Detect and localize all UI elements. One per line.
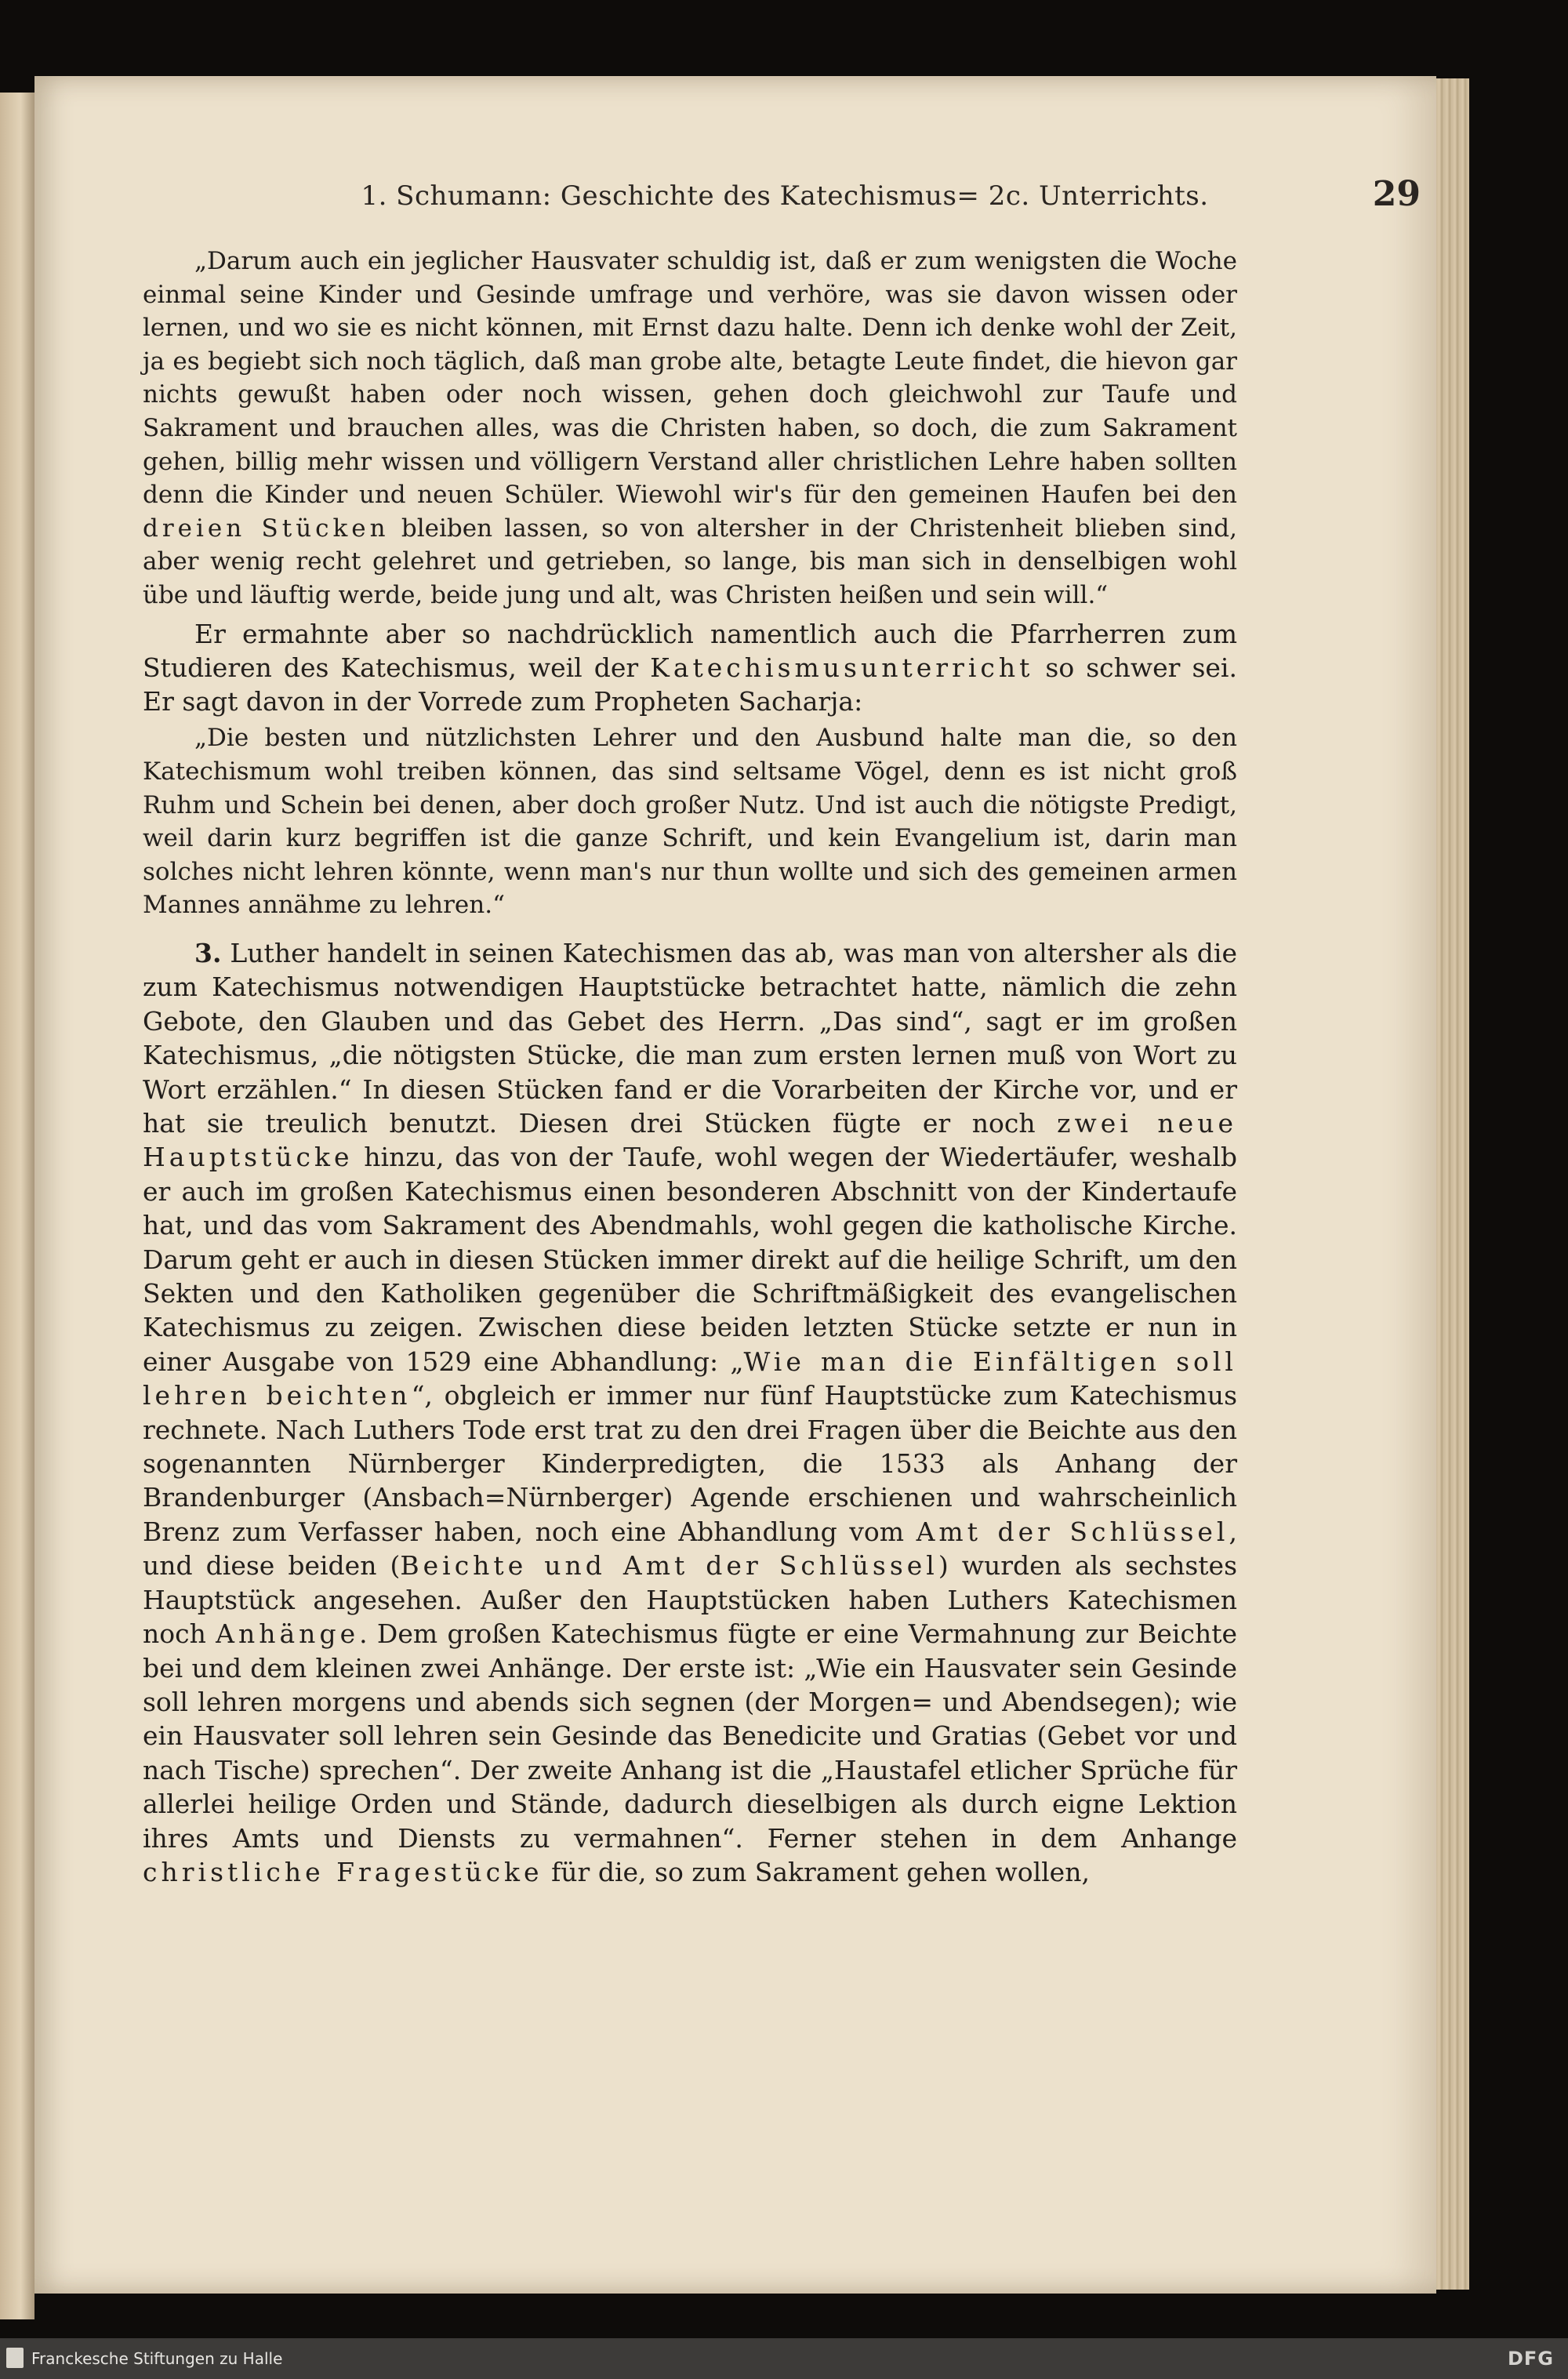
viewer-footer-bar: [0, 2338, 1568, 2379]
para3-text-e: ) wurden als sechstes Hauptstück angesehen. Außer den Hauptstücken haben Luthers Katechismen noch: [143, 1550, 1237, 1650]
para3-text-f: . Dem großen Katechismus fügte er eine Vermahnung zur Beichte bei und dem kleinen zwei Anhänge. Der erste ist: „Wie ein Hausvater sein Gesinde soll lehren morgens und abends sich segnen (der Morgen= und Abendsegen); wie ein Hausvater soll lehren sein Gesinde das Benedicite und Gratias (Gebet vor und nach Tische) sprechen“. Der zweite Anhang ist die „Haustafel etlicher Sprüche für allerlei heilige Orden und Stände, dadurch dieselbigen als durch eigne Lektion ihres Amts und Diensts zu vermahnen“. Ferner stehen in dem Anhange: [143, 1618, 1237, 1854]
spaced-emphasis: Anhänge: [216, 1618, 360, 1650]
para3-text-d: , und diese beiden (: [143, 1516, 1237, 1582]
para3-text-b: hinzu, das von der Taufe, wohl wegen der Wiedertäufer, weshalb er auch im großen Katechismus einen besonderen Abschnitt von der Kindertaufe hat, und das vom Sakrament des Abendmahls, wohl gegen die katholische Kirche. Darum geht er auch in diesen Stücken immer direkt auf die heilige Schrift, um den Sekten und den Katholiken gegenüber die Schriftmäßigkeit des evangelischen Katechismus zu zeigen. Zwischen diese beiden letzten Stücke setzte er nun in einer Ausgabe von 1529 eine Abhandlung: „: [143, 1142, 1237, 1377]
spaced-emphasis: Amt der Schlüssel: [916, 1516, 1229, 1547]
para2-text-b: so schwer sei. Er sagt davon in der Vorrede zum Propheten Sacharja:: [143, 652, 1237, 717]
paragraph-2: [143, 617, 1237, 719]
spaced-emphasis: dreien Stücken: [143, 514, 390, 543]
para3-text-a: Luther handelt in seinen Katechismen das ab, was man von altersher als die zum Katechismus notwendigen Hauptstücke betrachtet hatte, nämlich die zehn Gebote, den Glauben und das Gebet des Herrn. „Das sind“, sagt er im großen Katechismus, „die nötigsten Stücke, die man zum ersten lernen muß von Wort zu Wort erzählen.“ In diesen Stücken fand er die Vorarbeiten der Kirche vor, und er hat sie treulich benutzt. Diesen drei Stücken fügte er noch: [143, 937, 1237, 1139]
paragraph-3: [143, 936, 1237, 1889]
institution-logo-icon: [6, 2348, 24, 2368]
quote-paragraph-1: [143, 245, 1237, 612]
spaced-emphasis: Wie man die Einfältigen soll lehren beichten: [143, 1346, 1237, 1411]
quote-paragraph-2: „Die besten und nützlichsten Lehrer und den Ausbund halte man die, so den Katechismum wohl treiben können, das sind seltsame Vögel, denn es ist nicht groß Ruhm und Schein bei denen, aber doch großer Nutz. Und ist auch die nötigste Predigt, weil darin kurz begriffen ist die ganze Schrift, und kein Evangelium ist, darin man solches nicht lehren könnte, wenn man's nur thun wollte und sich des gemeinen armen Mannes annähme zu lehren.“: [143, 724, 1237, 920]
running-header: [149, 174, 1421, 218]
spaced-emphasis: Beichte und Amt der Schlüssel: [400, 1550, 938, 1582]
para2-text-a: Er ermahnte aber so nachdrücklich namentlich auch die Pfarrherren zum Studieren des Katechismus, weil der: [143, 618, 1237, 683]
spaced-emphasis: christliche Fragestücke: [143, 1856, 543, 1887]
page-number: 29: [1372, 174, 1421, 214]
dfg-logo[interactable]: DFG: [1507, 2348, 1554, 2370]
spaced-emphasis: zwei neue Hauptstücke: [143, 1108, 1237, 1173]
page-block-edge: [1436, 78, 1469, 2290]
running-title: 1. Schumann: Geschichte des Katechismus= 2c. Unterrichts.: [361, 180, 1209, 212]
section-number: 3.: [194, 937, 222, 968]
quote1-end: bleiben lassen, so von altersher in der Christenheit blieben sind, aber wenig recht gelehret und getrieben, so lange, bis man sich in denselbigen wohl übe und läuftig werde, beide jung und alt, was Christen heißen und sein will.“: [143, 514, 1237, 609]
spaced-emphasis: Katechismusunterricht: [650, 652, 1034, 683]
para3-text-g: für die, so zum Sakrament gehen wollen,: [551, 1856, 1090, 1887]
page-body: [143, 245, 1237, 1889]
quote1-text: „Darum auch ein jeglicher Hausvater schuldig ist, daß er zum wenigsten die Woche einmal seine Kinder und Gesinde umfrage und verhöre, was sie davon wissen oder lernen, und wo sie es nicht können, mit Ernst dazu halte. Denn ich denke wohl der Zeit, ja es begiebt sich noch täglich, daß man grobe alte, betagte Leute findet, die hievon gar nichts gewußt haben oder noch wissen, gehen doch gleichwohl zur Taufe und Sakrament und brauchen alles, was die Christen haben, so doch, die zum Sakrament gehen, billig mehr wissen und völligern Verstand aller christlichen Lehre haben sollten denn die Kinder und neuen Schüler. Wiewohl wir's für den gemeinen Haufen bei den: [143, 247, 1237, 510]
para3-text-c: “, obgleich er immer nur fünf Hauptstücke zum Katechismus rechnete. Nach Luthers Tode erst trat zu den drei Fragen über die Beichte aus den sogenannten Nürnberger Kinderpredigten, die 1533 als Anhang der Brandenburger (Ansbach=Nürnberger) Agende erschienen und wahrscheinlich Brenz zum Verfasser haben, noch eine Abhandlung vom: [143, 1380, 1238, 1547]
facing-page-edge: [0, 93, 34, 2319]
institution-name[interactable]: Franckesche Stiftungen zu Halle: [31, 2349, 283, 2368]
